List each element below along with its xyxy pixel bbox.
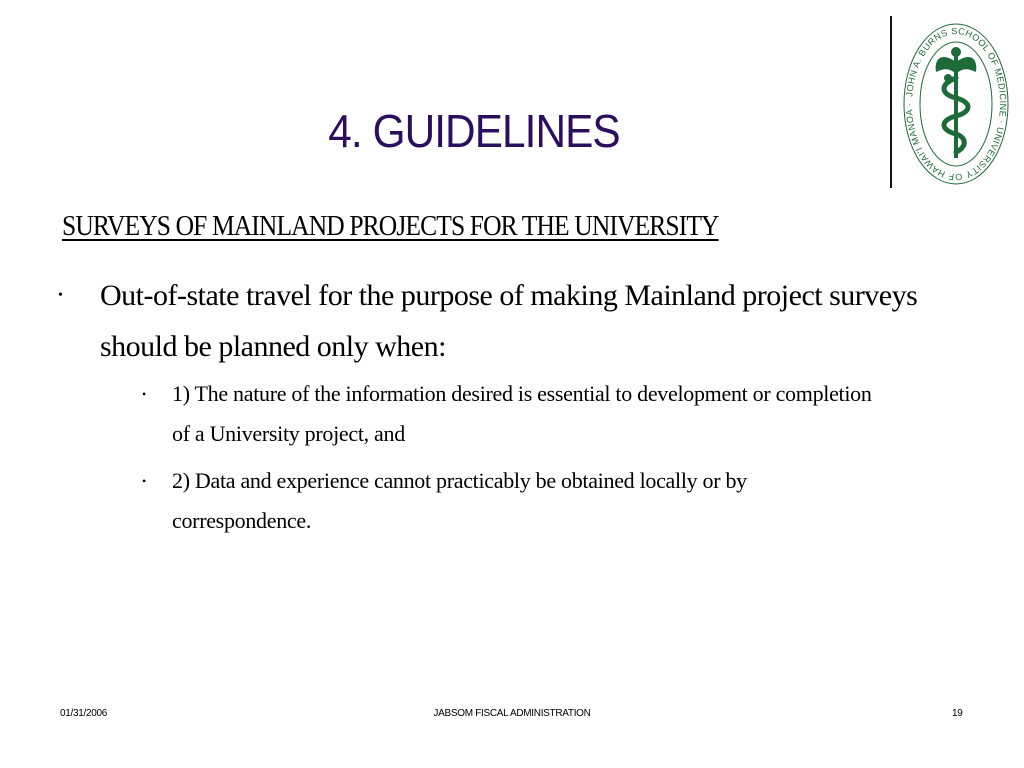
bullet-dot-icon: •	[58, 288, 63, 303]
footer-organization: JABSOM FISCAL ADMINISTRATION	[433, 708, 591, 719]
caduceus-seal-icon	[900, 18, 1012, 190]
logo-ring-text: JOHN A. BURNS SCHOOL OF MEDICINE · UNIVERSITY OF HAWAI'I MANOA ·	[903, 25, 1009, 183]
section-heading: SURVEYS OF MAINLAND PROJECTS FOR THE UNIVERSITY	[62, 210, 719, 242]
slide-title: 4. GUIDELINES	[328, 105, 620, 157]
bullet-level-1	[58, 270, 918, 372]
bullet-level-2	[142, 374, 882, 454]
logo-divider	[890, 16, 892, 188]
bullet-text: Out-of-state travel for the purpose of making Mainland project surveys should be planned only when:	[100, 279, 918, 363]
footer-page-number: 19	[952, 708, 963, 719]
footer-date: 01/31/2006	[60, 708, 108, 719]
bullet-text: 1) The nature of the information desired is essential to development or completion of a University project, and	[172, 381, 872, 446]
bullet-dot-icon: •	[142, 474, 146, 488]
bullet-dot-icon: •	[142, 387, 146, 401]
bullet-level-2	[142, 461, 882, 541]
school-logo	[900, 18, 1012, 190]
bullet-text: 2) Data and experience cannot practicably be obtained locally or by correspondence.	[172, 468, 747, 533]
